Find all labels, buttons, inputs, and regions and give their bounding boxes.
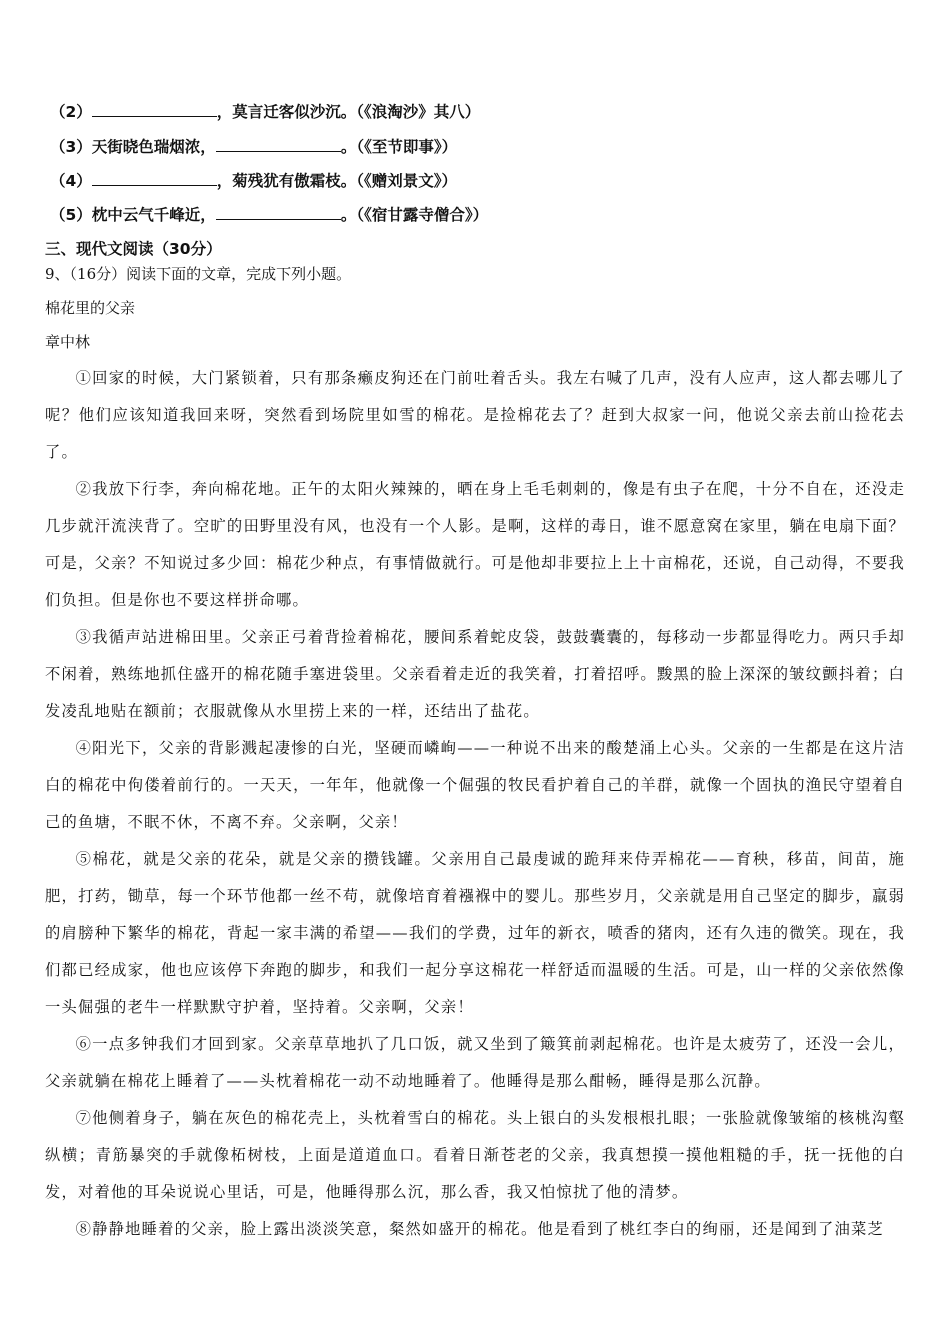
paragraph-4: ④阳光下，父亲的背影溅起凄惨的白光，坚硬而嶙峋——一种说不出来的酸楚涌上心头。父亲的一生都是在这片洁白的棉花中佝偻着前行的。一天天，一年年，他就像一个倔强的牧民看护着自己的羊群，就像一个固执的渔民守望着自己的鱼塘，不眠不休，不离不弃。父亲啊，父亲！	[45, 739, 905, 831]
fill-blank-item-3	[50, 137, 457, 157]
paragraph-5: ⑤棉花，就是父亲的花朵，就是父亲的攒钱罐。父亲用自己最虔诚的跪拜来侍弄棉花——育秧，移苗，间苗，施肥，打药，锄草，每一个环节他都一丝不苟，就像培育着襁褓中的婴儿。那些岁月，父亲就是用自己坚定的脚步，羸弱的肩膀种下繁华的棉花，背起一家丰满的希望——我们的学费，过年的新衣，喷香的猪肉，还有久违的微笑。现在，我们都已经成家，他也应该停下奔跑的脚步，和我们一起分享这棉花一样舒适而温暖的生活。可是，山一样的父亲依然像一头倔强的老牛一样默默守护着，坚持着。父亲啊，父亲！	[45, 850, 905, 1016]
item-number: （4）	[50, 172, 92, 190]
item-text-before: 天街晓色瑞烟浓，	[91, 138, 216, 156]
item-number: （2）	[50, 103, 92, 121]
section-heading: 三、现代文阅读（30分）	[45, 240, 222, 258]
paragraph-6: ⑥一点多钟我们才回到家。父亲草草地扒了几口饭，就又坐到了簸箕前剥起棉花。也许是太疲劳了，还没一会儿，父亲就躺在棉花上睡着了——头枕着棉花一动不动地睡着了。他睡得是那么酣畅，睡得是那么沉静。	[45, 1035, 905, 1090]
answer-blank	[92, 102, 217, 117]
question-prompt: 9、（16分）阅读下面的文章，完成下列小题。	[45, 265, 352, 283]
answer-blank	[216, 137, 341, 152]
article-body	[45, 360, 905, 1248]
answer-blank	[92, 171, 217, 186]
item-text-before: 枕中云气千峰近，	[91, 206, 216, 224]
paragraph-8: ⑧静静地睡着的父亲，脸上露出淡淡笑意，粲然如盛开的棉花。他是看到了桃红李白的绚丽，还是闻到了油菜芝	[75, 1220, 884, 1238]
item-text: ，菊残犹有傲霜枝。（《赠刘景文》）	[216, 172, 458, 190]
answer-blank	[216, 205, 341, 220]
item-text: 。（《宿甘露寺僧合》）	[340, 206, 489, 224]
fill-blank-item-4	[50, 171, 457, 191]
item-text: ，莫言迁客似沙沉。（《浪淘沙》其八）	[216, 103, 481, 121]
paragraph-2: ②我放下行李，奔向棉花地。正午的太阳火辣辣的，晒在身上毛毛刺刺的，像是有虫子在爬，十分不自在，还没走几步就汗流浃背了。空旷的田野里没有风，也没有一个人影。是啊，这样的毒日，谁不愿意窝在家里，躺在电扇下面？可是，父亲？不知说过多少回：棉花少种点，有事情做就行。可是他却非要拉上上十亩棉花，还说，自己动得，不要我们负担。但是你也不要这样拼命哪。	[45, 480, 905, 609]
fill-blank-item-5	[50, 205, 488, 225]
item-number: （3）	[50, 138, 92, 156]
paragraph-1: ①回家的时候，大门紧锁着，只有那条癞皮狗还在门前吐着舌头。我左右喊了几声，没有人应声，这人都去哪儿了呢？他们应该知道我回来呀，突然看到场院里如雪的棉花。是捡棉花去了？赶到大叔家一问，他说父亲去前山捡花去了。	[45, 369, 905, 461]
paragraph-7: ⑦他侧着身子，躺在灰色的棉花壳上，头枕着雪白的棉花。头上银白的头发根根扎眼；一张脸就像皱缩的核桃沟壑纵横；青筋暴突的手就像柘树枝，上面是道道血口。看着日渐苍老的父亲，我真想摸一摸他粗糙的手，抚一抚他的白发，对着他的耳朵说说心里话，可是，他睡得那么沉，那么香，我又怕惊扰了他的清梦。	[45, 1109, 905, 1201]
article-title: 棉花里的父亲	[45, 299, 136, 317]
item-number: （5）	[50, 206, 92, 224]
paragraph-3: ③我循声站进棉田里。父亲正弓着背捡着棉花，腰间系着蛇皮袋，鼓鼓囊囊的，每移动一步都显得吃力。两只手却不闲着，熟练地抓住盛开的棉花随手塞进袋里。父亲看着走近的我笑着，打着招呼。黢黑的脸上深深的皱纹颤抖着；白发凌乱地贴在额前；衣服就像从水里捞上来的一样，还结出了盐花。	[45, 628, 905, 720]
item-text: 。（《至节即事》）	[340, 138, 458, 156]
article-author: 章中林	[45, 333, 91, 351]
fill-blank-item-2	[50, 102, 480, 122]
